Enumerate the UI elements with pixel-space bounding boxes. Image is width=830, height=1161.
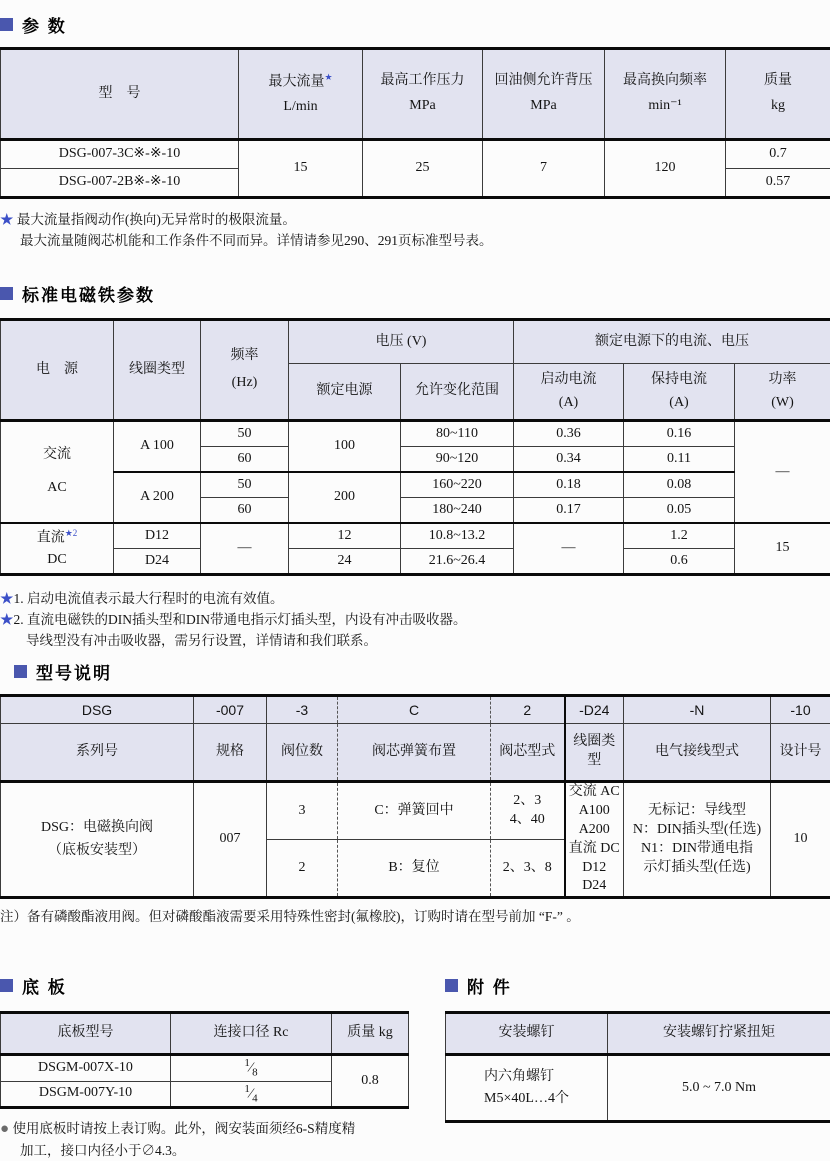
positions-2-cell: 2 <box>267 840 338 898</box>
code-coil: -D24 <box>565 696 624 724</box>
subplate-table <box>0 1011 409 1109</box>
wattage-dc-cell: 15 <box>735 523 830 575</box>
solenoid-row-dc-2 <box>1 549 830 575</box>
mass-cell: 0.7 <box>726 140 830 169</box>
range-cell: 21.6~26.4 <box>401 549 514 575</box>
positions-3-cell: 3 <box>267 782 338 840</box>
electrical-options-cell: 无标记：导线型 N：DIN插头型(任选) N1：DIN带通电指 示灯插头型(任选) <box>624 782 771 898</box>
model-code-label-row <box>1 724 830 782</box>
label-positions: 阀位数 <box>267 724 338 782</box>
series-desc-cell: DSG：电磁换向阀 （底板安装型） <box>1 782 194 898</box>
holding-cell: 0.6 <box>624 549 735 575</box>
subplate-model-cell: DSGM-007X-10 <box>1 1055 171 1081</box>
coil-a200-cell: A 200 <box>114 472 201 523</box>
section-title-accessory <box>445 973 830 998</box>
inrush-cell: 0.34 <box>514 447 624 473</box>
range-cell: 10.8~13.2 <box>401 523 514 549</box>
model-code-title: 型号说明 <box>36 659 112 684</box>
subplate-section <box>0 973 408 1161</box>
footnote-star-icon: ★ <box>324 72 332 82</box>
rated-voltage-cell: 12 <box>289 523 401 549</box>
subplate-model-cell: DSGM-007Y-10 <box>1 1081 171 1107</box>
spool-c-cell: 2、3 4、40 <box>491 782 565 840</box>
code-spring: C <box>338 696 491 724</box>
code-design: -10 <box>771 696 830 724</box>
spool-b-cell: 2、3、8 <box>491 840 565 898</box>
label-electrical: 电气接线型式 <box>624 724 771 782</box>
subplate-row-1 <box>1 1055 409 1081</box>
col-header-holding-current: 保持电流 (A) <box>624 364 735 421</box>
col-header-mounting-screw: 安装螺钉 <box>446 1013 608 1055</box>
section-bullet-icon <box>14 665 27 678</box>
section-bullet-icon <box>0 979 13 992</box>
accessory-title: 附 件 <box>467 973 512 998</box>
port-size-cell: $^1⁄_8$ <box>171 1055 332 1081</box>
spring-c-cell: C：弹簧回中 <box>338 782 491 840</box>
section-title-params <box>0 12 830 37</box>
col-header-frequency: 频率 (Hz) <box>201 320 289 421</box>
inrush-dc-cell: — <box>514 523 624 575</box>
coil-a100-cell: A 100 <box>114 421 201 473</box>
accessory-table <box>445 1011 830 1123</box>
col-header-subplate-mass: 质量 kg <box>332 1013 409 1055</box>
accessory-section <box>445 973 830 1161</box>
holding-cell: 0.16 <box>624 421 735 447</box>
params-table <box>0 47 830 199</box>
model-code-body-row-1 <box>1 782 830 840</box>
holding-cell: 0.08 <box>624 472 735 498</box>
screw-spec-cell: 内六角螺钉 M5×40L…4个 <box>446 1055 608 1122</box>
coil-options-cell: 交流 AC A100 A200 直流 DC D12 D24 <box>565 782 624 898</box>
col-header-max-flow: 最大流量★ L/min <box>239 49 363 140</box>
section-bullet-icon <box>445 979 458 992</box>
label-coil: 线圈类型 <box>565 724 624 782</box>
pressure-cell: 25 <box>363 140 483 198</box>
subplate-header-row <box>1 1013 409 1055</box>
rated-voltage-cell: 24 <box>289 549 401 575</box>
star-icon: ★ <box>0 612 14 627</box>
footnote-star-icon: ★2 <box>65 528 78 538</box>
spec-cell: 007 <box>194 782 267 898</box>
rated-voltage-cell: 200 <box>289 472 401 523</box>
col-header-inrush-current: 启动电流 (A) <box>514 364 624 421</box>
params-row-1 <box>1 140 830 169</box>
port-size-cell: $^1⁄_4$ <box>171 1081 332 1107</box>
params-title: 参 数 <box>22 12 67 37</box>
dot-bullet-icon: ● <box>0 1121 9 1137</box>
model-code-note: 注）备有磷酸酯液用阀。但对磷酸酯液需要采用特殊性密封(氟橡胶)，订购时请在型号前加 “F-” 。 <box>0 906 830 927</box>
solenoid-note-1: ★1. 启动电流值表示最大行程时的电流有效值。 <box>0 588 830 609</box>
label-size: 规格 <box>194 724 267 782</box>
col-header-rated-voltage: 额定电源 <box>289 364 401 421</box>
col-header-wattage: 功率 (W) <box>735 364 830 421</box>
freq-dc-cell: — <box>201 523 289 575</box>
label-spring: 阀芯弹簧布置 <box>338 724 491 782</box>
range-cell: 160~220 <box>401 472 514 498</box>
model-code-table <box>0 694 830 899</box>
params-note-line2: 最大流量随阀芯机能和工作条件不同而异。详情请参见290、291页标准型号表。 <box>0 230 830 251</box>
design-number-cell: 10 <box>771 782 830 898</box>
holding-cell: 1.2 <box>624 523 735 549</box>
mass-cell: 0.57 <box>726 169 830 198</box>
spring-b-cell: B：复位 <box>338 840 491 898</box>
col-header-max-frequency: 最高换向频率 min⁻¹ <box>605 49 726 140</box>
model-cell: DSG-007-2B※-※-10 <box>1 169 239 198</box>
col-header-coil-type: 线圈类型 <box>114 320 201 421</box>
code-series: DSG <box>1 696 194 724</box>
params-note-line1: ★ 最大流量指阀动作(换向)无异常时的极限流量。 <box>0 209 830 230</box>
section-title-solenoid <box>0 281 830 306</box>
coil-d24-cell: D24 <box>114 549 201 575</box>
solenoid-title: 标准电磁铁参数 <box>22 281 155 306</box>
coil-d12-cell: D12 <box>114 523 201 549</box>
flow-cell: 15 <box>239 140 363 198</box>
star-icon: ★ <box>0 212 14 227</box>
solenoid-note-3: 导线型没有冲击吸收器，需另行设置，详情请和我们联系。 <box>0 630 830 651</box>
model-cell: DSG-007-3C※-※-10 <box>1 140 239 169</box>
section-title-model-code <box>14 659 830 684</box>
solenoid-row-dc-1 <box>1 523 830 549</box>
model-code-row <box>1 696 830 724</box>
solenoid-header-row-1 <box>1 320 830 364</box>
holding-cell: 0.11 <box>624 447 735 473</box>
back-pressure-cell: 7 <box>483 140 605 198</box>
star-icon: ★ <box>0 591 14 606</box>
accessory-row <box>446 1055 830 1122</box>
range-cell: 90~120 <box>401 447 514 473</box>
inrush-cell: 0.36 <box>514 421 624 447</box>
holding-cell: 0.05 <box>624 498 735 524</box>
label-spool: 阀芯型式 <box>491 724 565 782</box>
group-header-current: 额定电源下的电流、电压 <box>514 320 830 364</box>
inrush-cell: 0.18 <box>514 472 624 498</box>
col-header-back-pressure: 回油侧允许背压 MPa <box>483 49 605 140</box>
solenoid-note-2: ★2. 直流电磁铁的DIN插头型和DIN带通电指示灯插头型，内设有冲击吸收器。 <box>0 609 830 630</box>
subplate-mass-cell: 0.8 <box>332 1055 409 1108</box>
freq-cell: 50 <box>201 472 289 498</box>
wattage-ac-cell: — <box>735 421 830 524</box>
col-header-max-pressure: 最高工作压力 MPa <box>363 49 483 140</box>
col-header-voltage-range: 允许变化范围 <box>401 364 514 421</box>
col-header-power: 电 源 <box>1 320 114 421</box>
col-header-mass: 质量 kg <box>726 49 830 140</box>
code-spool: 2 <box>491 696 565 724</box>
power-dc-cell: 直流$^{★2}$ DC <box>1 523 114 575</box>
subplate-note-line2: 加工，接口内径小于∅4.3。 <box>0 1140 408 1161</box>
subplate-title: 底 板 <box>22 973 67 998</box>
section-title-subplate <box>0 973 408 998</box>
code-electrical: -N <box>624 696 771 724</box>
accessory-header-row <box>446 1013 830 1055</box>
freq-cell: 60 <box>201 447 289 473</box>
section-bullet-icon <box>0 18 13 31</box>
label-design: 设计号 <box>771 724 830 782</box>
freq-cell: 60 <box>201 498 289 524</box>
code-size: -007 <box>194 696 267 724</box>
label-series: 系列号 <box>1 724 194 782</box>
section-bullet-icon <box>0 287 13 300</box>
code-positions: -3 <box>267 696 338 724</box>
subplate-note-line1: ● 使用底板时请按上表订购。此外，阀安装面须经6-S精度精 <box>0 1118 408 1140</box>
range-cell: 80~110 <box>401 421 514 447</box>
col-header-model: 型 号 <box>1 49 239 140</box>
col-header-tightening-torque: 安装螺钉拧紧扭矩 <box>608 1013 830 1055</box>
col-header-port-size: 连接口径 Rc <box>171 1013 332 1055</box>
power-ac-cell: 交流 AC <box>1 421 114 524</box>
torque-cell: 5.0 ~ 7.0 Nm <box>608 1055 830 1122</box>
solenoid-table <box>0 318 830 576</box>
freq-cell: 50 <box>201 421 289 447</box>
frequency-cell: 120 <box>605 140 726 198</box>
rated-voltage-cell: 100 <box>289 421 401 473</box>
solenoid-row-ac-1 <box>1 421 830 447</box>
group-header-voltage: 电压 (V) <box>289 320 514 364</box>
params-header-row <box>1 49 830 140</box>
solenoid-row-ac-3 <box>1 472 830 498</box>
inrush-cell: 0.17 <box>514 498 624 524</box>
col-header-subplate-model: 底板型号 <box>1 1013 171 1055</box>
range-cell: 180~240 <box>401 498 514 524</box>
